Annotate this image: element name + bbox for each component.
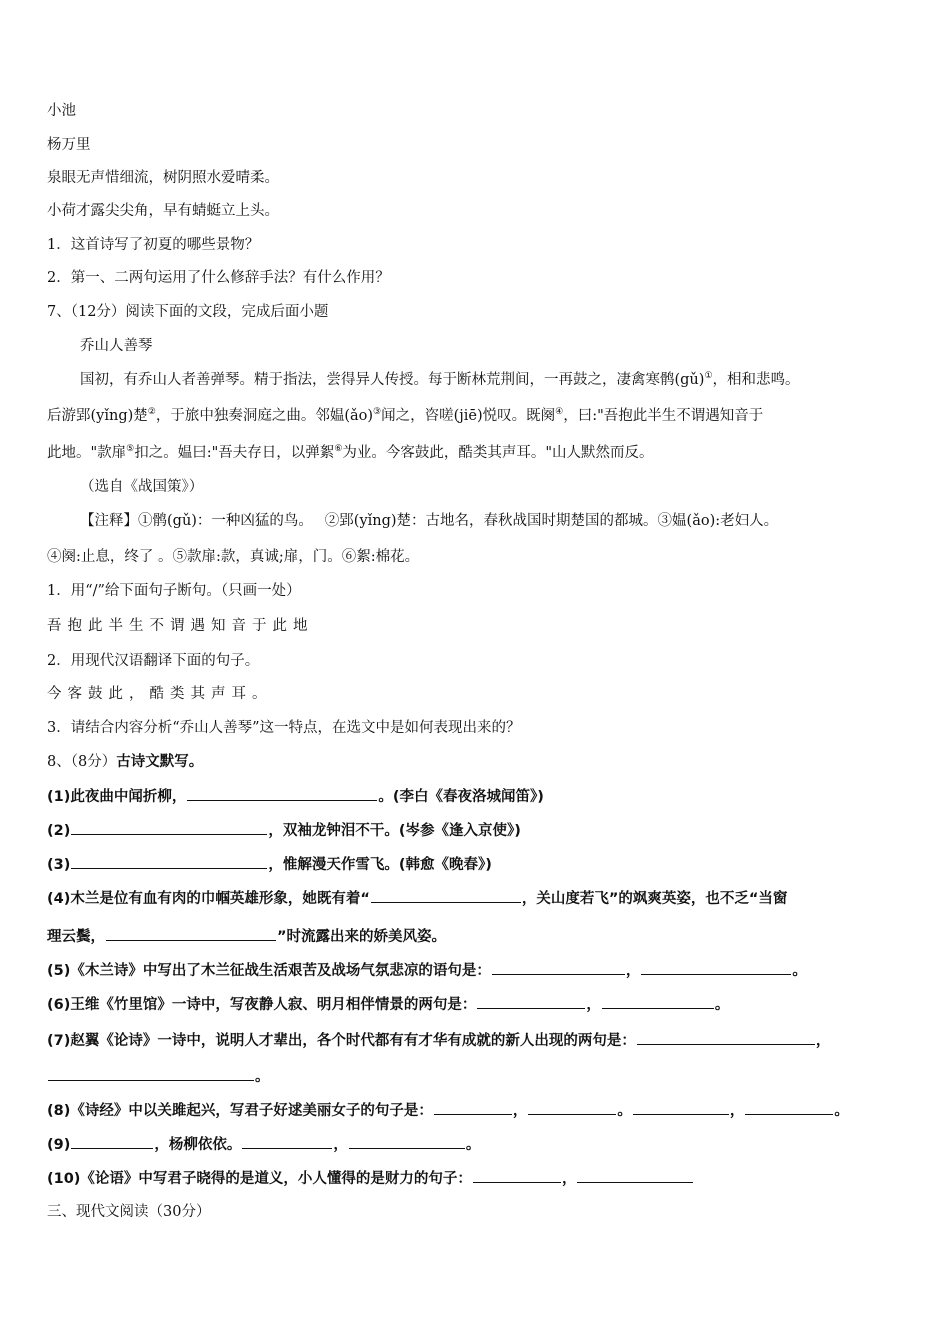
sub-question: 2．用现代汉语翻译下面的句子。: [47, 653, 260, 669]
dictation-item: (9) ，杨柳依依。 ， 。: [47, 1134, 480, 1155]
answer-blank[interactable]: [349, 1134, 465, 1149]
passage-paragraph: 后游郢(yǐng)楚②，于旅中独奏洞庭之曲。邻媪(ǎo)③闻之，咨嗟(jiē)悦叹。既阕④，曰:"吾抱此半生不谓遇知音于: [47, 407, 764, 424]
dictation-item: (7)赵翼《论诗》一诗中，说明人才辈出，各个时代都有有才华有成就的新人出现的两句是： ，: [47, 1030, 830, 1051]
poem-line: 泉眼无声惜细流，树阴照水爱晴柔。: [47, 170, 279, 186]
dictation-item: (6)王维《竹里馆》一诗中，写夜静人寂、明月相伴情景的两句是： ， 。: [47, 994, 729, 1015]
poem-line: 小荷才露尖尖角，早有蜻蜓立上头。: [47, 203, 279, 219]
dictation-item: (2) ，双袖龙钟泪不干。(岑参《逢入京使》): [47, 820, 521, 841]
answer-blank[interactable]: [577, 1168, 693, 1183]
poem-title: 小池: [47, 103, 76, 119]
poem-author: 杨万里: [47, 137, 91, 153]
answer-blank[interactable]: [473, 1168, 561, 1183]
answer-blank[interactable]: [48, 1066, 254, 1081]
sub-question: 1．用“/”给下面句子断句。（只画一处）: [47, 583, 301, 599]
question-text: 1．这首诗写了初夏的哪些景物？: [47, 237, 260, 253]
answer-blank[interactable]: [602, 994, 714, 1009]
section-heading: 三、现代文阅读（30分）: [47, 1204, 211, 1220]
annotation: 【注释】①鹘(gǔ)：一种凶猛的鸟。 ②郢(yǐng)楚：古地名，春秋战国时期楚国的都城。③媪(ǎo):老妇人。: [80, 513, 779, 529]
sub-question: 3．请结合内容分析“乔山人善琴”这一特点，在选文中是如何表现出来的？: [47, 720, 521, 736]
dictation-item: (5)《木兰诗》中写出了木兰征战生活艰苦及战场气氛悲凉的语句是： ， 。: [47, 960, 807, 981]
answer-blank[interactable]: [492, 960, 625, 975]
dictation-item: (8)《诗经》中以关雎起兴，写君子好逑美丽女子的句子是： ， 。 ， 。: [47, 1100, 849, 1121]
answer-blank[interactable]: [633, 1100, 729, 1115]
answer-blank[interactable]: [641, 960, 791, 975]
answer-blank[interactable]: [71, 1134, 153, 1149]
answer-blank[interactable]: [71, 820, 267, 835]
answer-blank[interactable]: [371, 888, 521, 903]
dictation-item: 理云鬓， ”时流露出来的娇美风姿。: [47, 926, 446, 947]
sentence-to-translate: 今客鼓此，酷类其声耳。: [47, 686, 273, 702]
answer-blank[interactable]: [477, 994, 585, 1009]
sentence-to-punctuate: 吾抱此半生不谓遇知音于此地: [47, 618, 314, 634]
question-header: 7、（12分）阅读下面的文段，完成后面小题: [47, 304, 329, 320]
dictation-item: (4)木兰是位有血有肉的巾帼英雄形象，她既有着“ ，关山度若飞”的飒爽英姿，也不乏“当窗: [47, 888, 787, 909]
passage-paragraph: 此地。"款扉⑤扣之。媪曰:"吾夫存日，以弹絮⑥为业。今客鼓此，酷类其声耳。"山人默然而反。: [47, 444, 654, 461]
passage-paragraph: 国初，有乔山人者善弹琴。精于指法，尝得异人传授。每于断林荒荆间，一再鼓之，凄禽寒鹘(gǔ)①，相和悲鸣。: [80, 371, 800, 388]
answer-blank[interactable]: [528, 1100, 616, 1115]
answer-blank[interactable]: [242, 1134, 332, 1149]
dictation-item: (10)《论语》中写君子晓得的是道义，小人懂得的是财力的句子： ，: [47, 1168, 694, 1189]
passage-title: 乔山人善琴: [80, 338, 153, 354]
answer-blank[interactable]: [745, 1100, 833, 1115]
answer-blank[interactable]: [637, 1030, 815, 1045]
answer-blank[interactable]: [434, 1100, 512, 1115]
dictation-item: (3) ，惟解漫天作雪飞。(韩愈《晚春》): [47, 854, 492, 875]
dictation-item: 。: [47, 1066, 270, 1087]
annotation: ④阕:止息，终了 。⑤款扉:款，真诚;扉，门。⑥絮:棉花。: [47, 549, 420, 565]
passage-source: （选自《战国策》）: [80, 479, 204, 495]
question-text: 2．第一、二两句运用了什么修辞手法？有什么作用？: [47, 270, 390, 286]
answer-blank[interactable]: [187, 786, 377, 801]
answer-blank[interactable]: [106, 926, 276, 941]
answer-blank[interactable]: [71, 854, 267, 869]
dictation-item: (1)此夜曲中闻折柳， 。(李白《春夜洛城闻笛》): [47, 786, 544, 807]
question-header: 8、（8分）古诗文默写。: [47, 754, 204, 770]
